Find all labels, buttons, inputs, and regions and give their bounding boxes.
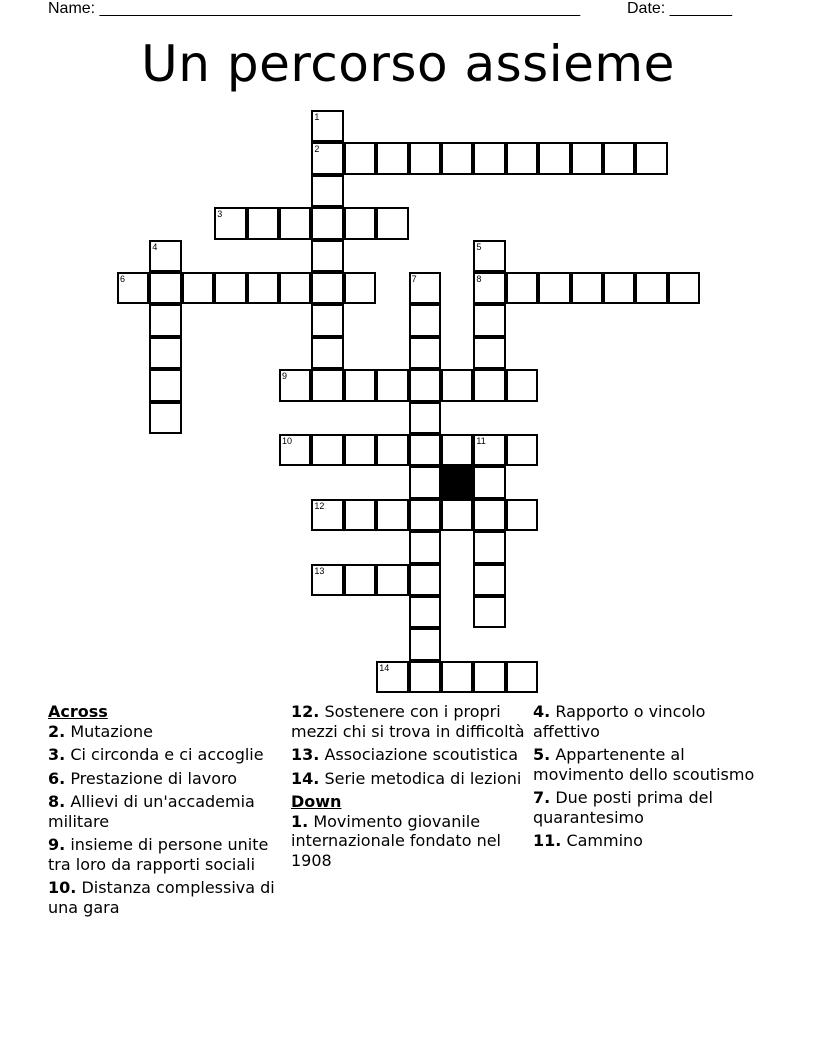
grid-cell[interactable] (409, 596, 441, 628)
grid-cell[interactable] (506, 142, 538, 174)
grid-cell[interactable] (344, 499, 376, 531)
grid-cell[interactable] (441, 499, 473, 531)
clue-across-2: 2. Mutazione (48, 721, 153, 741)
grid-cell[interactable] (409, 434, 441, 466)
clue-down-1: 1. Movimento giovanile internazionale fondato nel 1908 (291, 811, 501, 870)
clue-across-8: 8. Allievi di un'accademia militare (48, 792, 255, 831)
clue-across-9: 9. insieme di persone unite tra loro da rapporti sociali (48, 835, 269, 874)
grid-cell[interactable] (409, 369, 441, 401)
grid-cell[interactable] (311, 110, 343, 142)
grid-cell[interactable] (409, 531, 441, 563)
grid-cell[interactable] (441, 661, 473, 693)
clue-number: 12 (314, 500, 325, 511)
grid-cell[interactable] (344, 369, 376, 401)
grid-cell[interactable] (311, 499, 343, 531)
grid-cell[interactable] (117, 272, 149, 304)
grid-cell[interactable] (409, 272, 441, 304)
clue-number: 2 (314, 144, 320, 155)
grid-cell[interactable] (473, 240, 505, 272)
date-field[interactable]: Date: _______ (627, 0, 732, 17)
grid-cell[interactable] (409, 337, 441, 369)
grid-cell[interactable] (247, 207, 279, 239)
grid-cell[interactable] (538, 142, 570, 174)
grid-cell[interactable] (473, 661, 505, 693)
clue-number: 14 (379, 662, 390, 673)
clue-number: 11 (476, 436, 486, 446)
grid-cell[interactable] (506, 272, 538, 304)
grid-cell[interactable] (473, 369, 505, 401)
grid-cell[interactable] (311, 304, 343, 336)
clue-across-10: 10. Distanza complessiva di una gara (48, 878, 275, 917)
grid-cell[interactable] (344, 434, 376, 466)
grid-cell[interactable] (214, 207, 246, 239)
grid-cell[interactable] (182, 272, 214, 304)
grid-cell[interactable] (376, 369, 408, 401)
grid-cell[interactable] (214, 272, 246, 304)
grid-cell[interactable] (473, 564, 505, 596)
across-heading: Across (48, 702, 108, 721)
grid-cell[interactable] (473, 304, 505, 336)
grid-cell[interactable] (571, 142, 603, 174)
grid-cell[interactable] (279, 272, 311, 304)
grid-cell[interactable] (311, 434, 343, 466)
name-field[interactable]: Name: ______________________________________________________ (48, 0, 581, 17)
grid-cell[interactable] (409, 402, 441, 434)
grid-cell[interactable] (376, 434, 408, 466)
grid-cell[interactable] (344, 564, 376, 596)
grid-cell[interactable] (538, 272, 570, 304)
clue-number: 1 (314, 112, 320, 122)
grid-cell[interactable] (441, 434, 473, 466)
grid-cell[interactable] (311, 369, 343, 401)
grid-cell[interactable] (149, 240, 181, 272)
grid-cell[interactable] (441, 369, 473, 401)
grid-cell[interactable] (473, 337, 505, 369)
clue-number: 3 (217, 209, 223, 220)
down-heading: Down (291, 792, 342, 811)
clues-column-1 (48, 702, 282, 921)
grid-cell[interactable] (603, 272, 635, 304)
clue-number: 4 (152, 241, 158, 252)
grid-cell[interactable] (311, 564, 343, 596)
grid-cell[interactable] (279, 434, 311, 466)
grid-cell[interactable] (409, 564, 441, 596)
grid-cell[interactable] (571, 272, 603, 304)
grid-cell[interactable] (279, 207, 311, 239)
grid-cell[interactable] (506, 499, 538, 531)
grid-cell[interactable] (149, 337, 181, 369)
clue-number: 13 (314, 565, 325, 576)
grid-cell[interactable] (473, 499, 505, 531)
clue-down-7: 7. Due posti prima del quarantesimo (533, 788, 713, 827)
clue-across-3: 3. Ci circonda e ci accoglie (48, 745, 264, 764)
grid-cell[interactable] (247, 272, 279, 304)
clue-down-11: 11. Cammino (533, 831, 643, 850)
grid-cell[interactable] (473, 596, 505, 628)
grid-cell[interactable] (635, 142, 667, 174)
clue-across-14: 14. Serie metodica di lezioni (291, 768, 522, 788)
clue-number: 9 (282, 371, 288, 382)
grid-cell[interactable] (409, 628, 441, 660)
grid-cell[interactable] (376, 207, 408, 239)
grid-cell[interactable] (376, 564, 408, 596)
grid-cell[interactable] (441, 142, 473, 174)
clue-number: 10 (282, 436, 293, 446)
clue-number: 6 (120, 274, 126, 284)
grid-cell[interactable] (473, 466, 505, 498)
grid-cell[interactable] (311, 207, 343, 239)
grid-cell[interactable] (506, 369, 538, 401)
grid-cell[interactable] (506, 661, 538, 693)
clue-across-13: 13. Associazione scoutistica (291, 745, 519, 764)
grid-cell[interactable] (409, 466, 441, 498)
grid-cell[interactable] (344, 272, 376, 304)
grid-cell[interactable] (473, 531, 505, 563)
page-title: Un percorso assieme (141, 35, 675, 93)
grid-cell[interactable] (311, 272, 343, 304)
grid-cell[interactable] (473, 272, 505, 304)
grid-cell[interactable] (344, 207, 376, 239)
grid-cell[interactable] (376, 142, 408, 174)
grid-cell[interactable] (506, 434, 538, 466)
clues-column-3 (533, 702, 773, 855)
grid-cell[interactable] (149, 402, 181, 434)
blocked-cell (441, 466, 473, 498)
grid-cell[interactable] (311, 142, 343, 174)
grid-cell[interactable] (149, 272, 181, 304)
clue-across-12: 12. Sostenere con i propri mezzi chi si trova in difficoltà (291, 702, 525, 741)
clue-down-5: 5. Appartenente al movimento dello scoutismo (533, 745, 755, 784)
grid-cell[interactable] (409, 499, 441, 531)
grid-cell[interactable] (376, 499, 408, 531)
clues-column-2 (291, 702, 527, 874)
grid-cell[interactable] (149, 369, 181, 401)
grid-cell[interactable] (344, 142, 376, 174)
grid-cell[interactable] (311, 175, 343, 207)
grid-cell[interactable] (473, 434, 505, 466)
clue-number: 7 (411, 274, 417, 284)
clue-down-4: 4. Rapporto o vincolo affettivo (533, 702, 706, 741)
grid-cell[interactable] (473, 142, 505, 174)
grid-cell[interactable] (149, 304, 181, 336)
grid-cell[interactable] (409, 142, 441, 174)
clue-number: 8 (476, 274, 482, 284)
grid-cell[interactable] (603, 142, 635, 174)
grid-cell[interactable] (376, 661, 408, 693)
grid-cell[interactable] (311, 240, 343, 272)
grid-cell[interactable] (279, 369, 311, 401)
grid-cell[interactable] (311, 337, 343, 369)
grid-cell[interactable] (668, 272, 700, 304)
clue-across-6: 6. Prestazione di lavoro (48, 768, 238, 788)
grid-cell[interactable] (635, 272, 667, 304)
grid-cell[interactable] (409, 661, 441, 693)
grid-cell[interactable] (409, 304, 441, 336)
clue-number: 5 (476, 241, 482, 252)
